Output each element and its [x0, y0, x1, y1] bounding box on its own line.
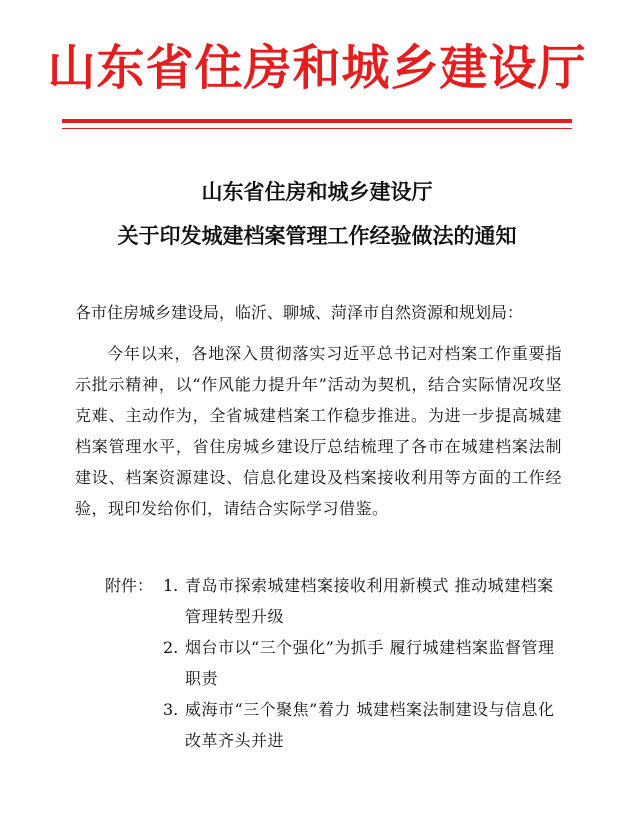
letterhead-rule-thin	[62, 128, 572, 129]
attachment-item	[105, 694, 565, 756]
attachments-list	[105, 570, 565, 756]
attachments-label: 附件：	[105, 576, 154, 595]
letterhead-org-name: 山东省住房和城乡建设厅	[47, 40, 587, 96]
recipient-line: 各市住房城乡建设局，临沂、聊城、菏泽市自然资源和规划局：	[75, 303, 524, 322]
attachment-title: 烟台市以“三个强化”为抓手 履行城建档案监督管理职责	[185, 638, 555, 688]
attachment-item	[105, 632, 565, 694]
letterhead-rule-thick	[62, 119, 572, 123]
body-paragraph: 今年以来，各地深入贯彻落实习近平总书记对档案工作重要指示批示精神，以“作风能力提升年”活动为契机，结合实际情况攻坚克难、主动作为，全省城建档案工作稳步推进。为进一步提高城建档案管理水平，省住房城乡建设厅总结梳理了各市在城建档案法制建设、档案资源建设、信息化建设及档案接收利用等方面的工作经验，现印发给你们，请结合实际学习借鉴。	[75, 344, 562, 518]
document-title-line2: 关于印发城建档案管理工作经验做法的通知	[117, 223, 517, 248]
document-title-line1: 山东省住房和城乡建设厅	[201, 179, 433, 204]
attachment-title: 青岛市探索城建档案接收利用新模式 推动城建档案管理转型升级	[185, 576, 554, 626]
attachment-number: 3.	[163, 700, 179, 719]
attachment-number: 1.	[163, 576, 179, 595]
attachment-number: 2.	[163, 638, 179, 657]
attachment-title: 威海市“三个聚焦”着力 城建档案法制建设与信息化改革齐头并进	[185, 700, 555, 750]
attachment-item	[105, 570, 565, 632]
